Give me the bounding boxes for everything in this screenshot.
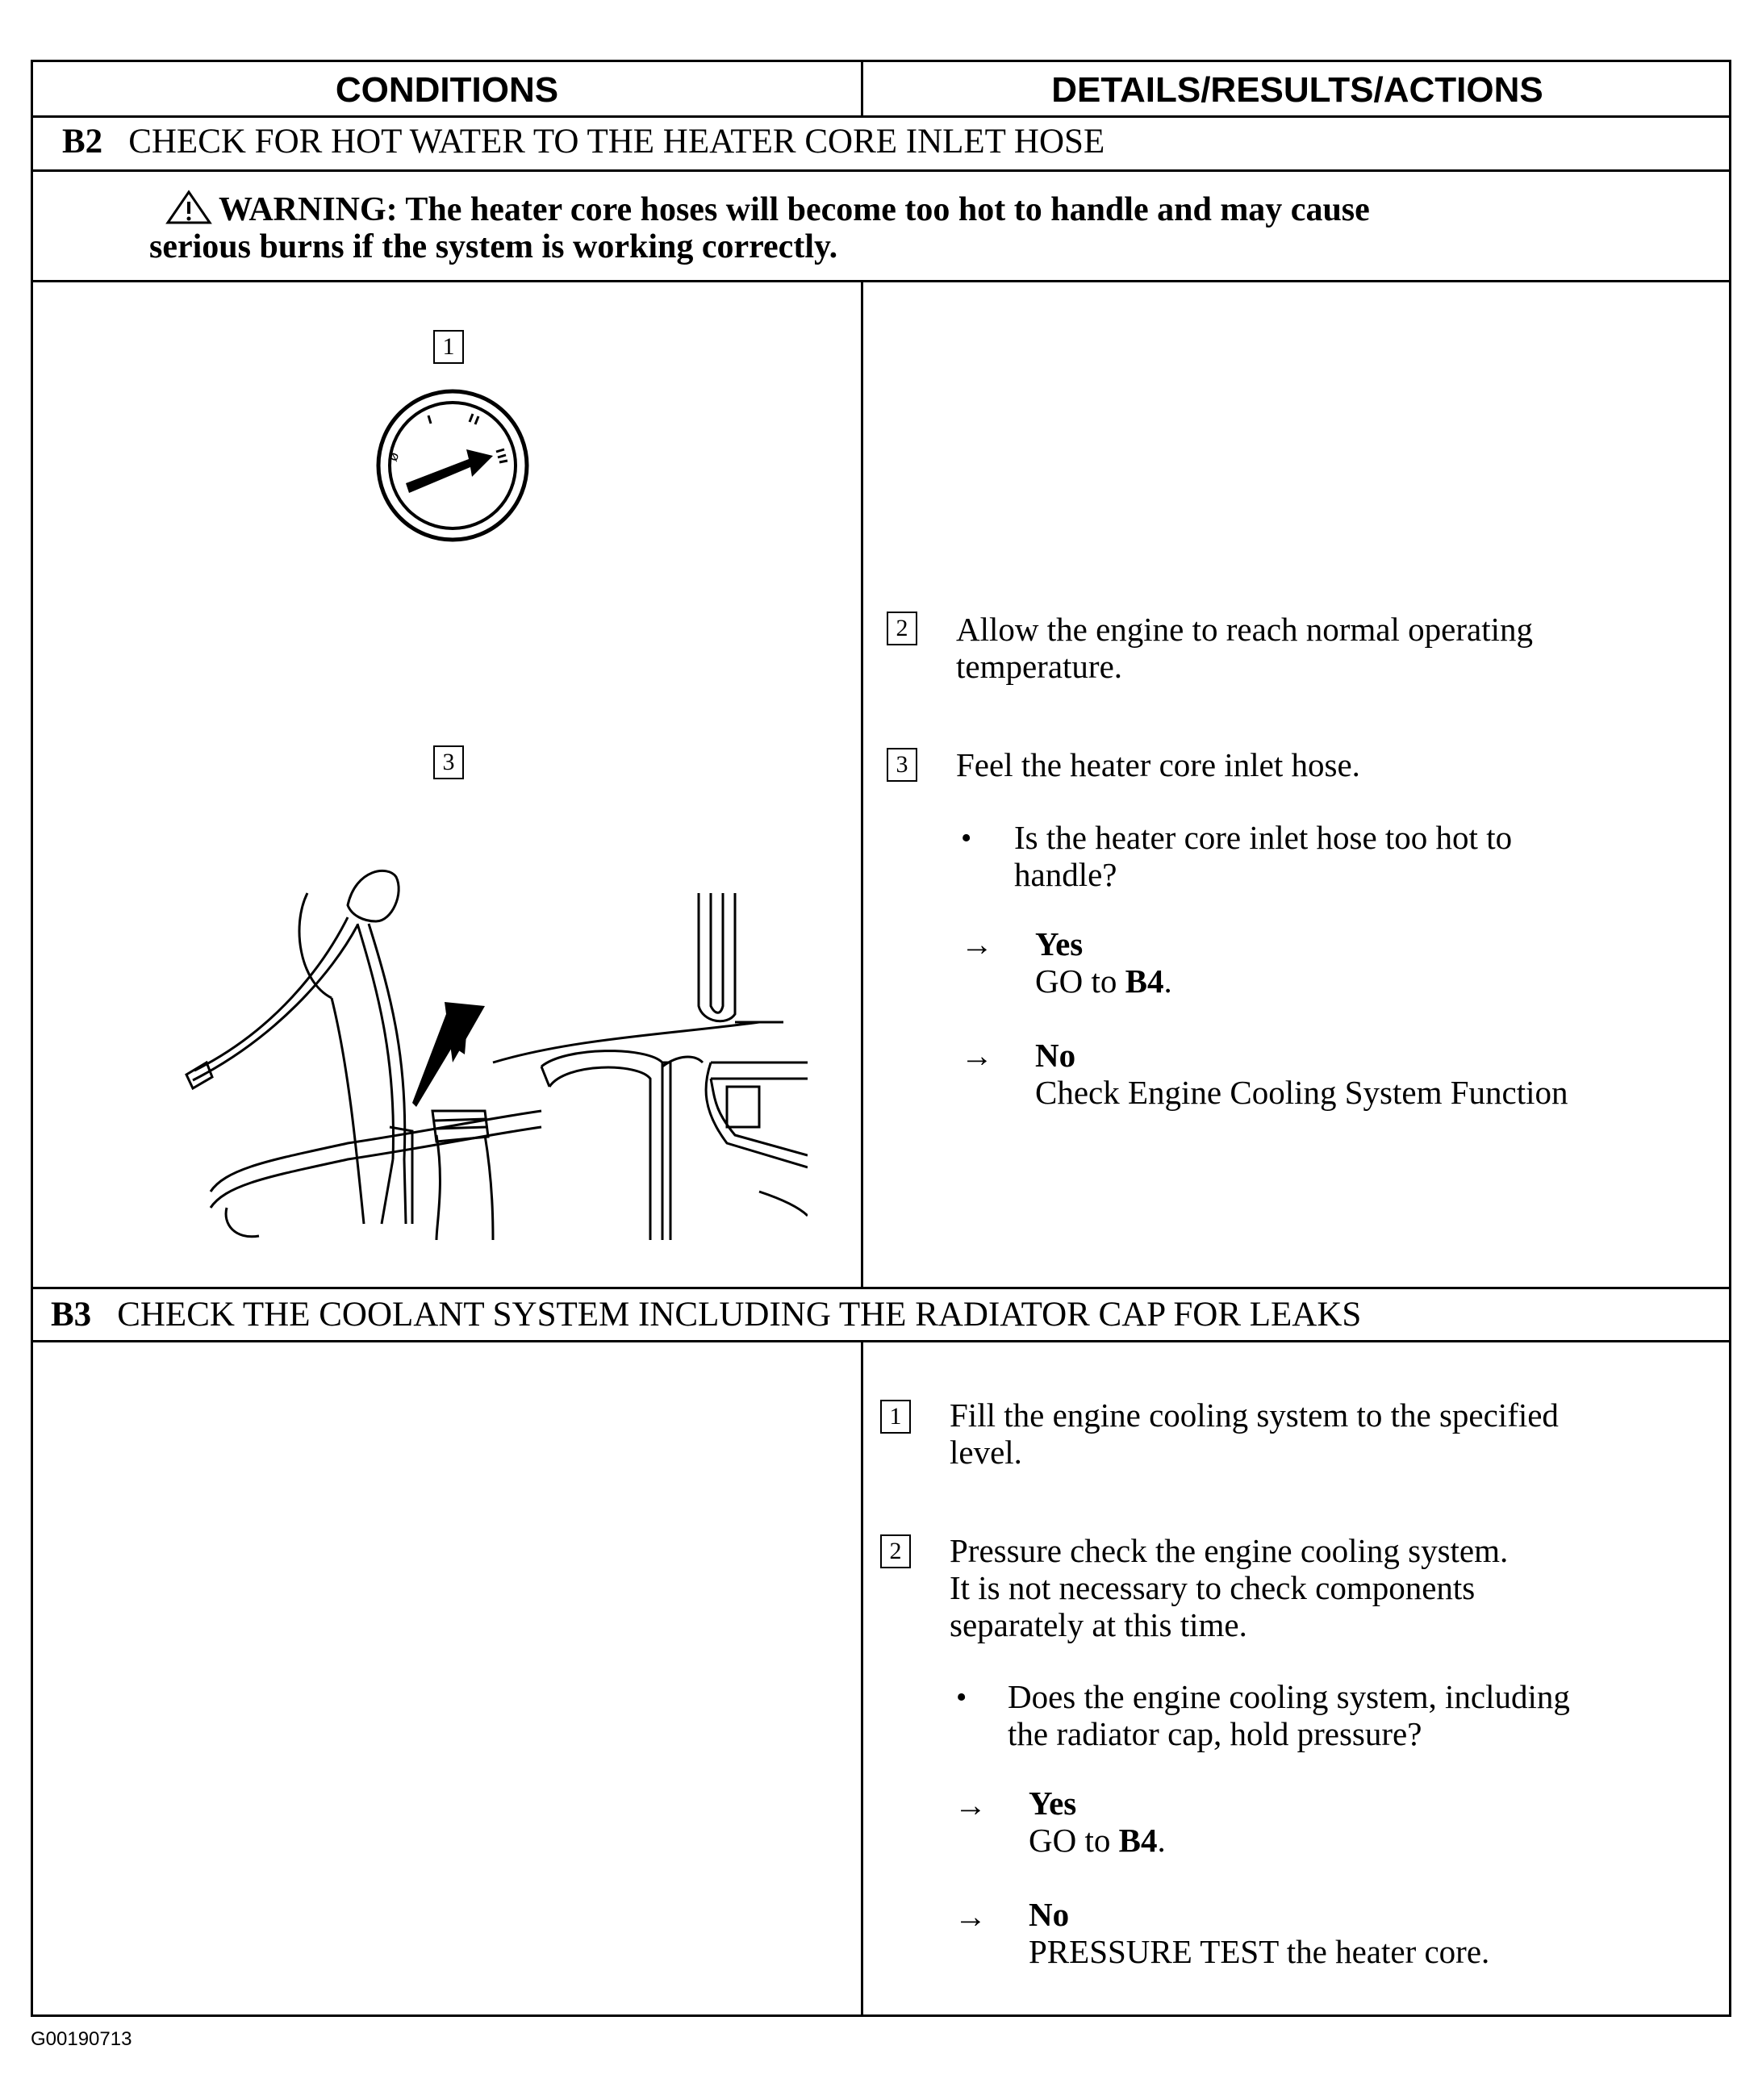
b3-step-2-line-2: It is not necessary to check components (950, 1569, 1476, 1606)
figure-callout-1: 1 (433, 330, 464, 364)
diagnostic-table (31, 60, 1731, 2017)
warning-line-2: serious burns if the system is working correctly. (149, 228, 838, 265)
b3-step-2-callout: 2 (880, 1534, 911, 1568)
b2-step-2-line-2: temperature. (956, 648, 1123, 685)
b3-yes-action-suffix: . (1157, 1822, 1166, 1859)
b2-column-divider (861, 280, 863, 1287)
b2-title: CHECK FOR HOT WATER TO THE HEATER CORE INLET HOSE (128, 123, 1105, 161)
b2-question-bullet: • (961, 821, 972, 855)
b3-yes-action-target: B4 (1118, 1822, 1158, 1859)
b2-yes-action-prefix: GO to (1035, 962, 1125, 1000)
b2-step-3-text: Feel the heater core inlet hose. (956, 746, 1360, 783)
details-header: DETAILS/RESULTS/ACTIONS (1051, 70, 1543, 110)
b3-code: B3 (51, 1296, 92, 1334)
b3-title-divider (33, 1340, 1729, 1342)
b2-step-3-callout: 3 (887, 748, 917, 782)
b3-no-action: PRESSURE TEST the heater core. (1029, 1933, 1490, 1970)
header-divider (33, 115, 1729, 118)
b3-question-line-2: the radiator cap, hold pressure? (1008, 1715, 1422, 1752)
b2-yes-action-suffix: . (1163, 962, 1172, 1000)
b3-question-line-1: Does the engine cooling system, including (1008, 1678, 1570, 1715)
b3-column-divider (861, 1340, 863, 2014)
b2-end-divider (33, 1287, 1729, 1289)
b2-title-divider (33, 169, 1729, 172)
b3-no-label: No (1029, 1896, 1070, 1933)
b3-title: CHECK THE COOLANT SYSTEM INCLUDING THE RADIATOR CAP FOR LEAKS (117, 1296, 1362, 1334)
b3-step-1-line-2: level. (950, 1434, 1022, 1471)
svg-text:ø: ø (383, 449, 403, 464)
b2-code: B2 (62, 123, 103, 161)
conditions-header: CONDITIONS (335, 70, 559, 110)
figure-callout-3: 3 (433, 745, 464, 779)
b2-yes-action (1035, 962, 1172, 1000)
warning-line-1: WARNING: The heater core hoses will become too hot to handle and may cause (219, 191, 1370, 228)
b3-yes-label: Yes (1029, 1785, 1077, 1822)
b3-no-arrow-icon: → (954, 1898, 987, 1935)
b3-step-2-line-1: Pressure check the engine cooling system. (950, 1532, 1509, 1569)
b2-yes-label: Yes (1035, 925, 1084, 962)
b2-step-2-line-1: Allow the engine to reach normal operating (956, 611, 1533, 648)
b3-step-1-callout: 1 (880, 1400, 911, 1434)
b2-no-label: No (1035, 1037, 1076, 1074)
b3-yes-arrow-icon: → (954, 1787, 987, 1823)
warning-icon (165, 190, 212, 225)
heater-control-knob-icon (372, 385, 533, 546)
b2-question-line-2: handle? (1014, 856, 1117, 893)
figure-code: G00190713 (31, 2028, 132, 2050)
b2-yes-action-target: B4 (1125, 962, 1164, 1000)
b3-question-bullet: • (956, 1680, 967, 1714)
b3-yes-action-prefix: GO to (1029, 1822, 1119, 1859)
heater-hose-illustration (146, 820, 808, 1240)
b2-no-arrow-icon: → (961, 1037, 993, 1074)
b3-yes-action (1029, 1822, 1166, 1859)
b2-title-row (62, 122, 1104, 161)
b3-title-row (51, 1295, 1361, 1334)
b2-no-action: Check Engine Cooling System Function (1035, 1074, 1568, 1111)
b3-step-1-line-1: Fill the engine cooling system to the specified (950, 1397, 1559, 1434)
b2-yes-arrow-icon: → (961, 926, 993, 962)
warning-divider (33, 280, 1729, 282)
b2-step-2-callout: 2 (887, 612, 917, 645)
b3-step-2-line-3: separately at this time. (950, 1606, 1247, 1643)
b2-question-line-1: Is the heater core inlet hose too hot to (1014, 819, 1513, 856)
